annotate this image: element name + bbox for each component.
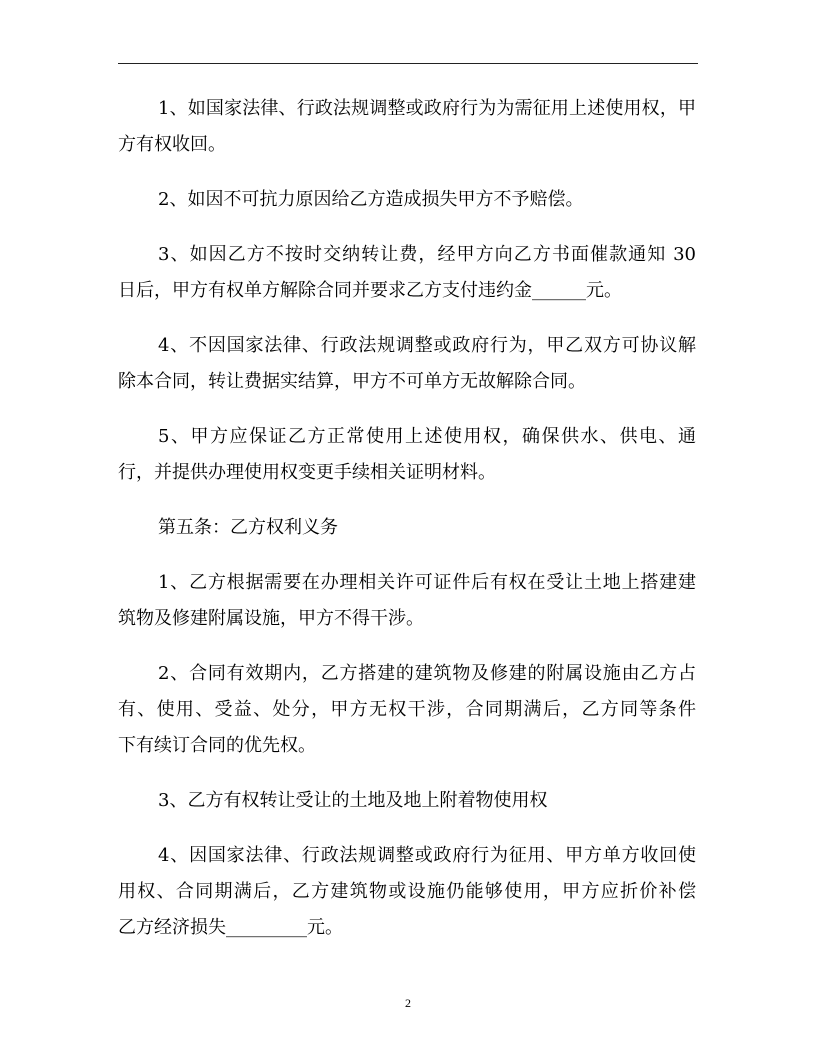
- page-number: 2: [405, 996, 411, 1010]
- text-line: 下有续订合同的优先权。: [118, 735, 316, 756]
- text-line: 1、乙方根据需要在办理相关许可证件后有权在受让土地上搭建建: [158, 572, 696, 593]
- text-line: 3、乙方有权转让受让的土地及地上附着物使用权: [158, 790, 548, 811]
- paragraph: [118, 838, 696, 946]
- text-line: 4、不因国家法律、行政法规调整或政府行为，甲乙双方可协议解: [158, 335, 696, 356]
- header-rule: [118, 63, 698, 64]
- paragraph: [118, 565, 696, 637]
- paragraph: [118, 182, 696, 218]
- paragraph: [118, 783, 696, 819]
- text-line: 1、如国家法律、行政法规调整或政府行为为需征用上述使用权，甲: [158, 98, 696, 119]
- text-line: 用权、合同期满后，乙方建筑物或设施仍能够使用，甲方应折价补偿: [118, 881, 696, 902]
- text-line: 有、使用、受益、处分，甲方无权干涉，合同期满后，乙方同等条件: [118, 699, 696, 720]
- text-line: 4、因国家法律、行政法规调整或政府行为征用、甲方单方收回使: [158, 845, 696, 866]
- text-line: 2、如因不可抗力原因给乙方造成损失甲方不予赔偿。: [158, 189, 584, 210]
- text-line: 筑物及修建附属设施，甲方不得干涉。: [118, 608, 424, 629]
- text-line: 方有权收回。: [118, 134, 226, 155]
- paragraph: [118, 328, 696, 400]
- paragraph: [118, 419, 696, 491]
- text-line: 3、如因乙方不按时交纳转让费，经甲方向乙方书面催款通知 30: [158, 244, 696, 265]
- document-body: [118, 91, 696, 965]
- paragraph: [118, 91, 696, 163]
- text-line: 除本合同，转让费据实结算，甲方不可单方无故解除合同。: [118, 371, 586, 392]
- text-line: 2、合同有效期内，乙方搭建的建筑物及修建的附属设施由乙方占: [158, 663, 696, 684]
- text-line: 5、甲方应保证乙方正常使用上述使用权，确保供水、供电、通: [158, 426, 696, 447]
- paragraph: [118, 656, 696, 764]
- paragraph: [118, 237, 696, 309]
- text-line: 日后，甲方有权单方解除合同并要求乙方支付违约金______元。: [118, 280, 622, 301]
- section-heading: [118, 510, 696, 546]
- text-line: 行，并提供办理使用权变更手续相关证明材料。: [118, 462, 496, 483]
- section-heading-text: 第五条：乙方权利义务: [158, 517, 338, 538]
- text-line: 乙方经济损失_________元。: [118, 917, 343, 938]
